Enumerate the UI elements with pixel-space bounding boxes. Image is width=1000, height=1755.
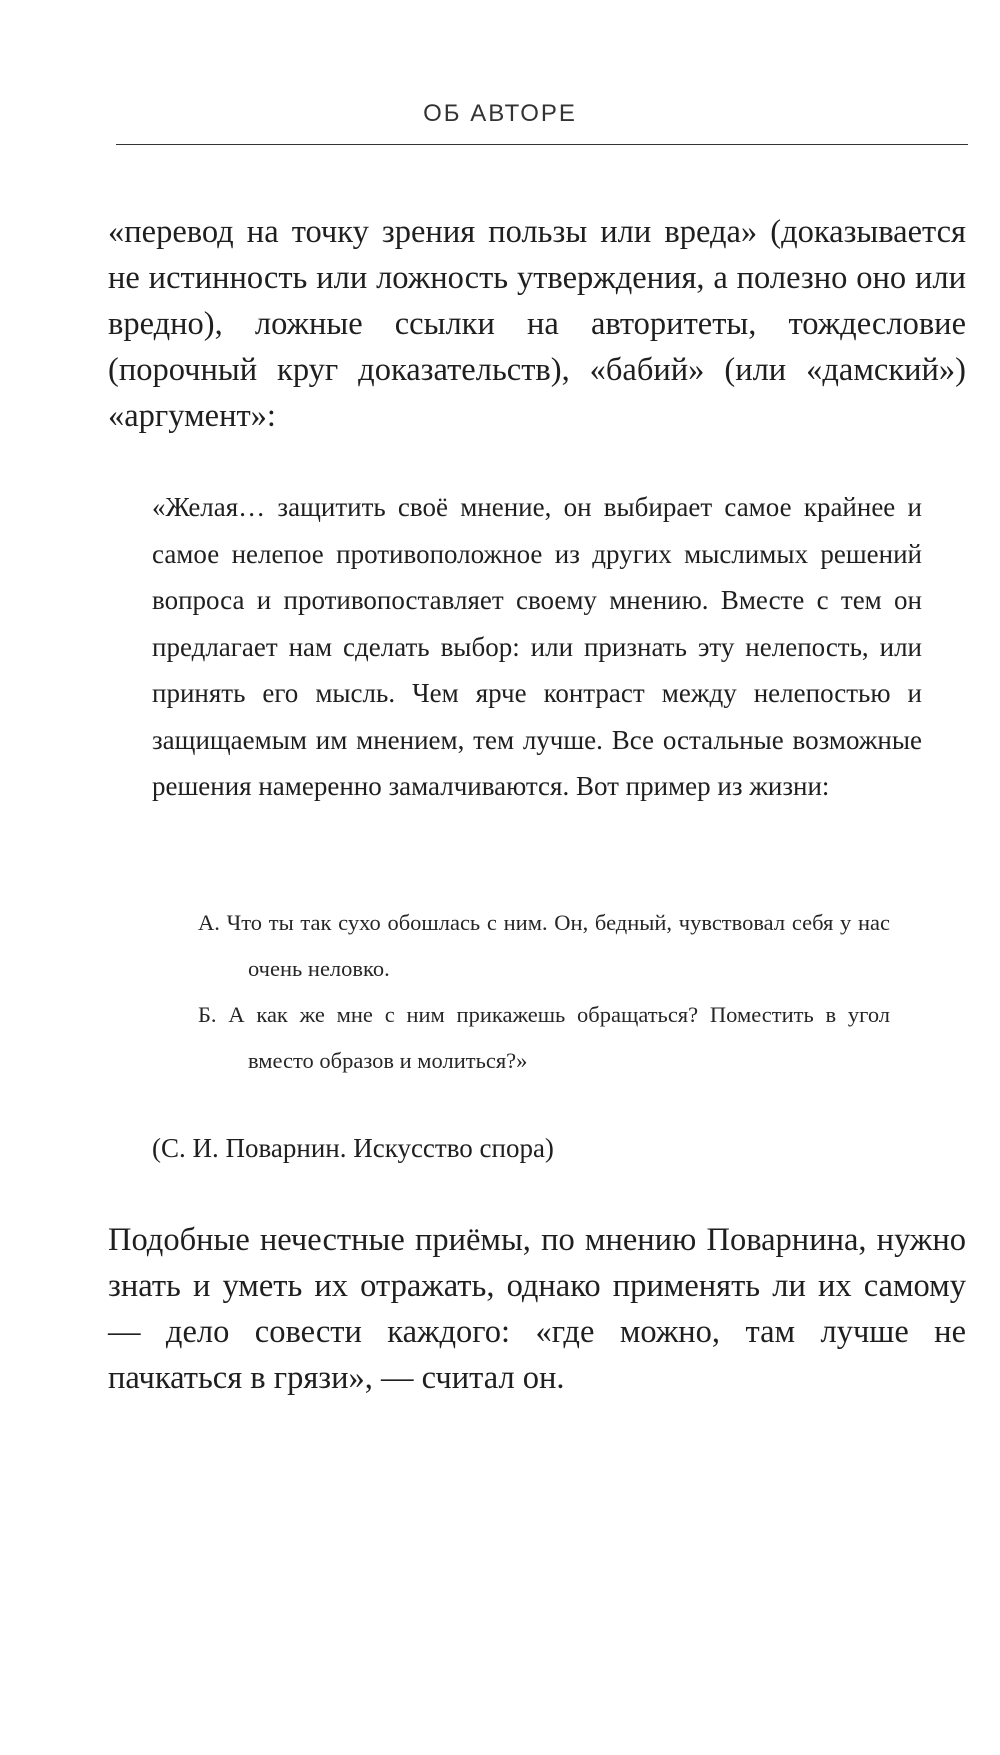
body-paragraph-2: Подобные нечестные приёмы, по мнению Поварнина, нужно знать и уметь их отражать, однако применять ли их самому — дело совести каждого: «где можно, там лучше не пачкаться в грязи», — считал он. [108, 1222, 966, 1396]
quote-attribution: (С. И. Поварнин. Искусство спора) [152, 1133, 554, 1163]
dialogue-speaker: А. [198, 910, 220, 935]
dialogue-text: А как же мне с ним прикажешь обращаться? Поместить в угол вместо образов и молиться?» [228, 1002, 890, 1073]
dialogue-line [198, 992, 890, 1084]
dialogue-list [198, 900, 890, 1084]
block-quote: «Желая… защитить своё мнение, он выбирает самое крайнее и самое нелепое противоположное из других мыслимых решений вопроса и противопоставляет своему мнению. Вместе с тем он предлагает нам сделать выбор: или признать эту нелепость, или принять его мысль. Чем ярче контраст между нелепостью и защищаемым им мнением, тем лучше. Все остальные возможные решения намеренно замалчиваются. Вот пример из жизни: [152, 492, 922, 801]
header-rule [116, 144, 968, 145]
running-head: ОБ АВТОРЕ [423, 100, 577, 127]
dialogue-line [198, 900, 890, 992]
body-paragraph-1: «перевод на точку зрения пользы или вреда» (доказывается не истинность или ложность утверждения, а полезно оно или вредно), ложные ссылки на авторитеты, тождесловие (порочный круг доказательств), «бабий» (или «дамский») «аргумент»: [108, 214, 966, 434]
dialogue-text: Что ты так сухо обошлась с ним. Он, бедный, чувствовал себя у нас очень неловко. [226, 910, 891, 981]
dialogue-speaker: Б. [198, 1002, 217, 1027]
